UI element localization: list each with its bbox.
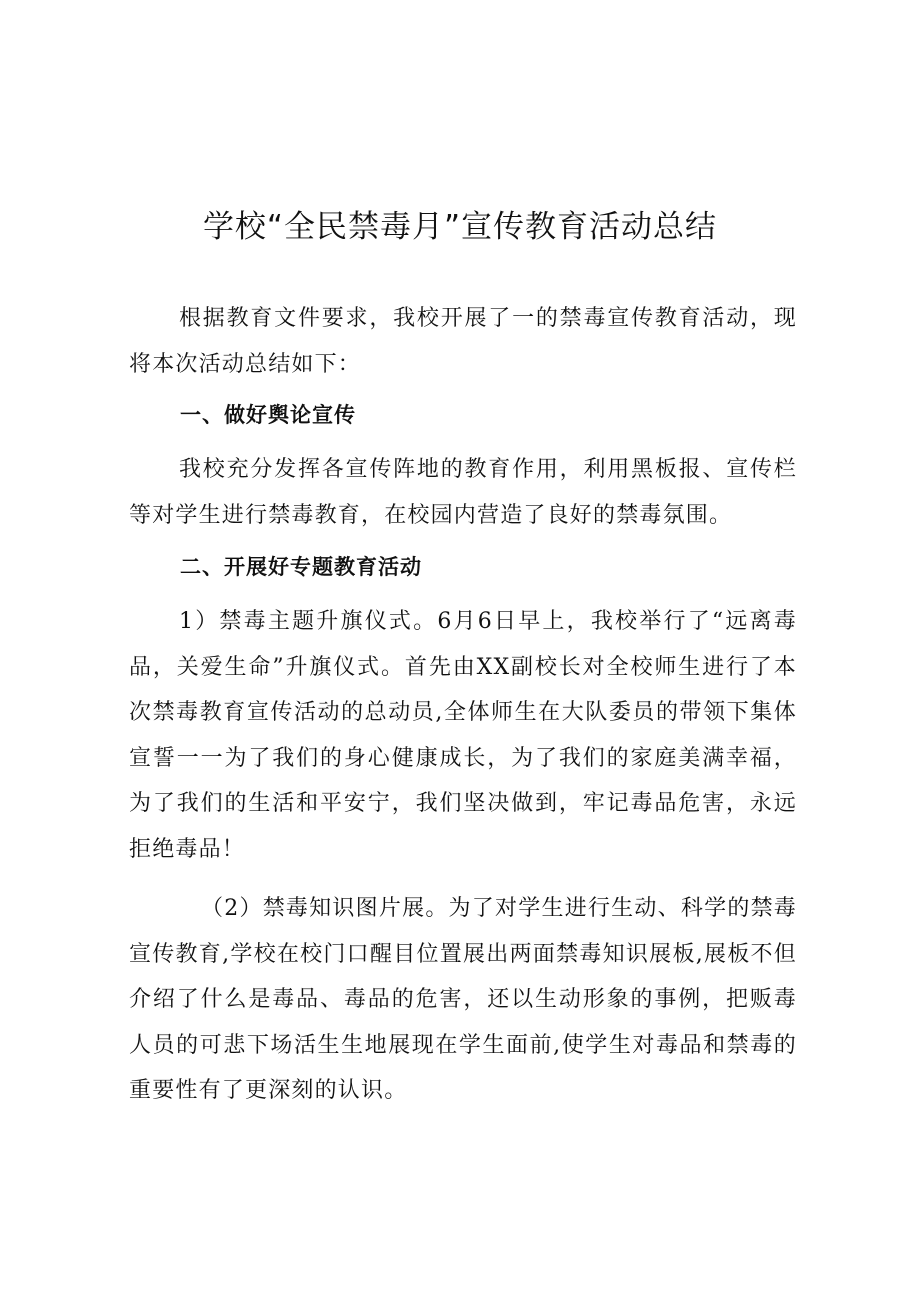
section2-item1-paragraph: 1）禁毒主题升旗仪式。6月6日早上，我校举行了“远离毒品，关爱生命”升旗仪式。首先由XX副校长对全校师生进行了本次禁毒教育宣传活动的总动员,全体师生在大队委员的带领下集体宣誓一一为了我们的身心健康成长，为了我们的家庭美满幸福，为了我们的生活和平安宁，我们坚决做到，牢记毒品危害，永远拒绝毒品！ xyxy=(129,609,797,862)
section2-heading: 二、开展好专题教育活动 xyxy=(180,555,422,579)
document-title: 学校“全民禁毒月”宣传教育活动总结 xyxy=(202,209,718,245)
section2-item2-paragraph: （2）禁毒知识图片展。为了对学生进行生动、科学的禁毒宣传教育,学校在校门口醒目位置展出两面禁毒知识展板,展板不但介绍了什么是毒品、毒品的危害，还以生动形象的事例，把贩毒人员的可悲下场活生生地展现在学生面前,使学生对毒品和禁毒的重要性有了更深刻的认识。 xyxy=(129,896,797,1103)
intro-paragraph: 根据教育文件要求，我校开展了一的禁毒宣传教育活动，现将本次活动总结如下： xyxy=(129,306,797,377)
section1-paragraph: 我校充分发挥各宣传阵地的教育作用，利用黑板报、宣传栏等对学生进行禁毒教育，在校园内营造了良好的禁毒氛围。 xyxy=(129,457,797,528)
section1-heading: 一、做好舆论宣传 xyxy=(180,403,356,427)
